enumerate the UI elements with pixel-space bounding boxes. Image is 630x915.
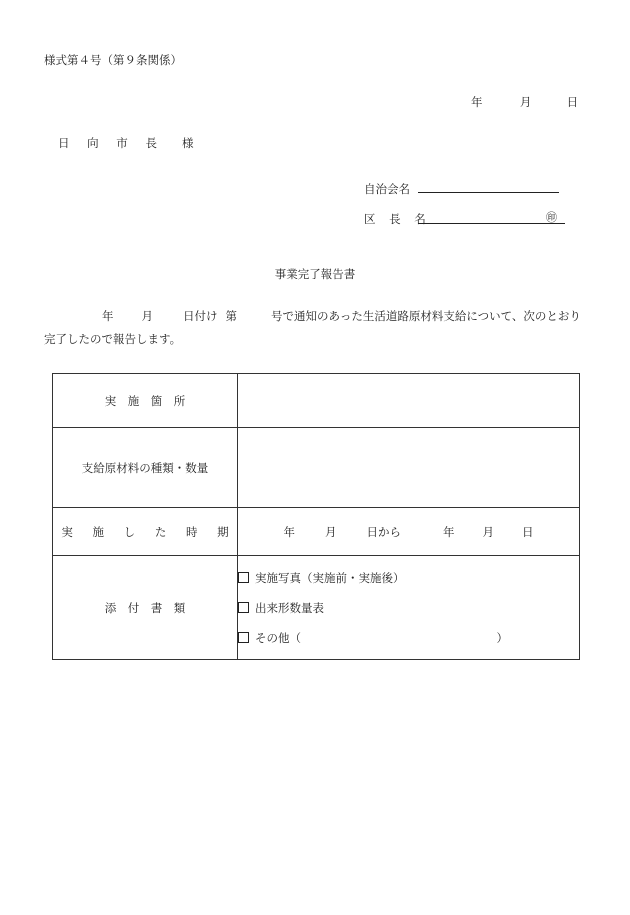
label-location: 実 施 箇 所	[53, 374, 238, 428]
seal-mark: ㊞	[546, 211, 557, 224]
addressee-name: 日 向 市 長	[58, 136, 164, 150]
date-year: 年	[471, 95, 483, 109]
label-period: 実 施 し た 時 期	[53, 508, 238, 556]
body-dai: 第	[225, 309, 237, 323]
table-row-materials	[53, 428, 580, 508]
association-label: 自治会名	[364, 182, 410, 196]
value-materials	[238, 428, 580, 508]
table-row-location	[53, 374, 580, 428]
checkbox-icon[interactable]	[238, 602, 249, 613]
attachment-photos: 実施写真（実施前・実施後）	[238, 563, 579, 593]
value-attachments	[238, 556, 580, 660]
body-line-2: 完了したので報告します。	[44, 332, 182, 346]
body-day-dated: 日付け	[183, 309, 218, 323]
body-year: 年	[102, 309, 114, 323]
period-month-end: 月	[482, 524, 494, 539]
period-year-start: 年	[283, 524, 295, 539]
association-name-line	[418, 192, 559, 193]
checkbox-icon[interactable]	[238, 572, 249, 583]
body-line1-rest: 号で通知のあった生活道路原材料支給について、次のとおり	[271, 309, 581, 323]
date-month: 月	[519, 95, 532, 109]
attachment-other: その他（ ）	[238, 623, 579, 653]
period-day-end: 日	[522, 524, 534, 539]
label-attachments: 添 付 書 類	[53, 556, 238, 660]
label-materials: 支給原材料の種類・数量	[53, 428, 238, 508]
body-line-1	[102, 308, 581, 324]
report-table	[52, 373, 580, 660]
date-line	[471, 94, 578, 110]
addressee	[58, 135, 200, 151]
period-day-start: 日から	[366, 524, 401, 539]
addressee-honorific: 様	[181, 136, 201, 150]
chief-name-line	[418, 223, 565, 224]
value-location	[238, 374, 580, 428]
attachment-quantity-sheet: 出来形数量表	[238, 593, 579, 623]
table-row-attachments	[53, 556, 580, 660]
period-month-start: 月	[325, 524, 337, 539]
document-title: 事業完了報告書	[274, 267, 356, 281]
checkbox-icon[interactable]	[238, 632, 249, 643]
value-period	[238, 508, 580, 556]
form-number: 様式第４号（第９条関係）	[44, 53, 182, 67]
table-row-period	[53, 508, 580, 556]
period-year-end: 年	[443, 524, 455, 539]
date-day: 日	[566, 95, 579, 109]
chief-label: 区 長 名	[364, 212, 431, 226]
body-month: 月	[141, 309, 153, 323]
